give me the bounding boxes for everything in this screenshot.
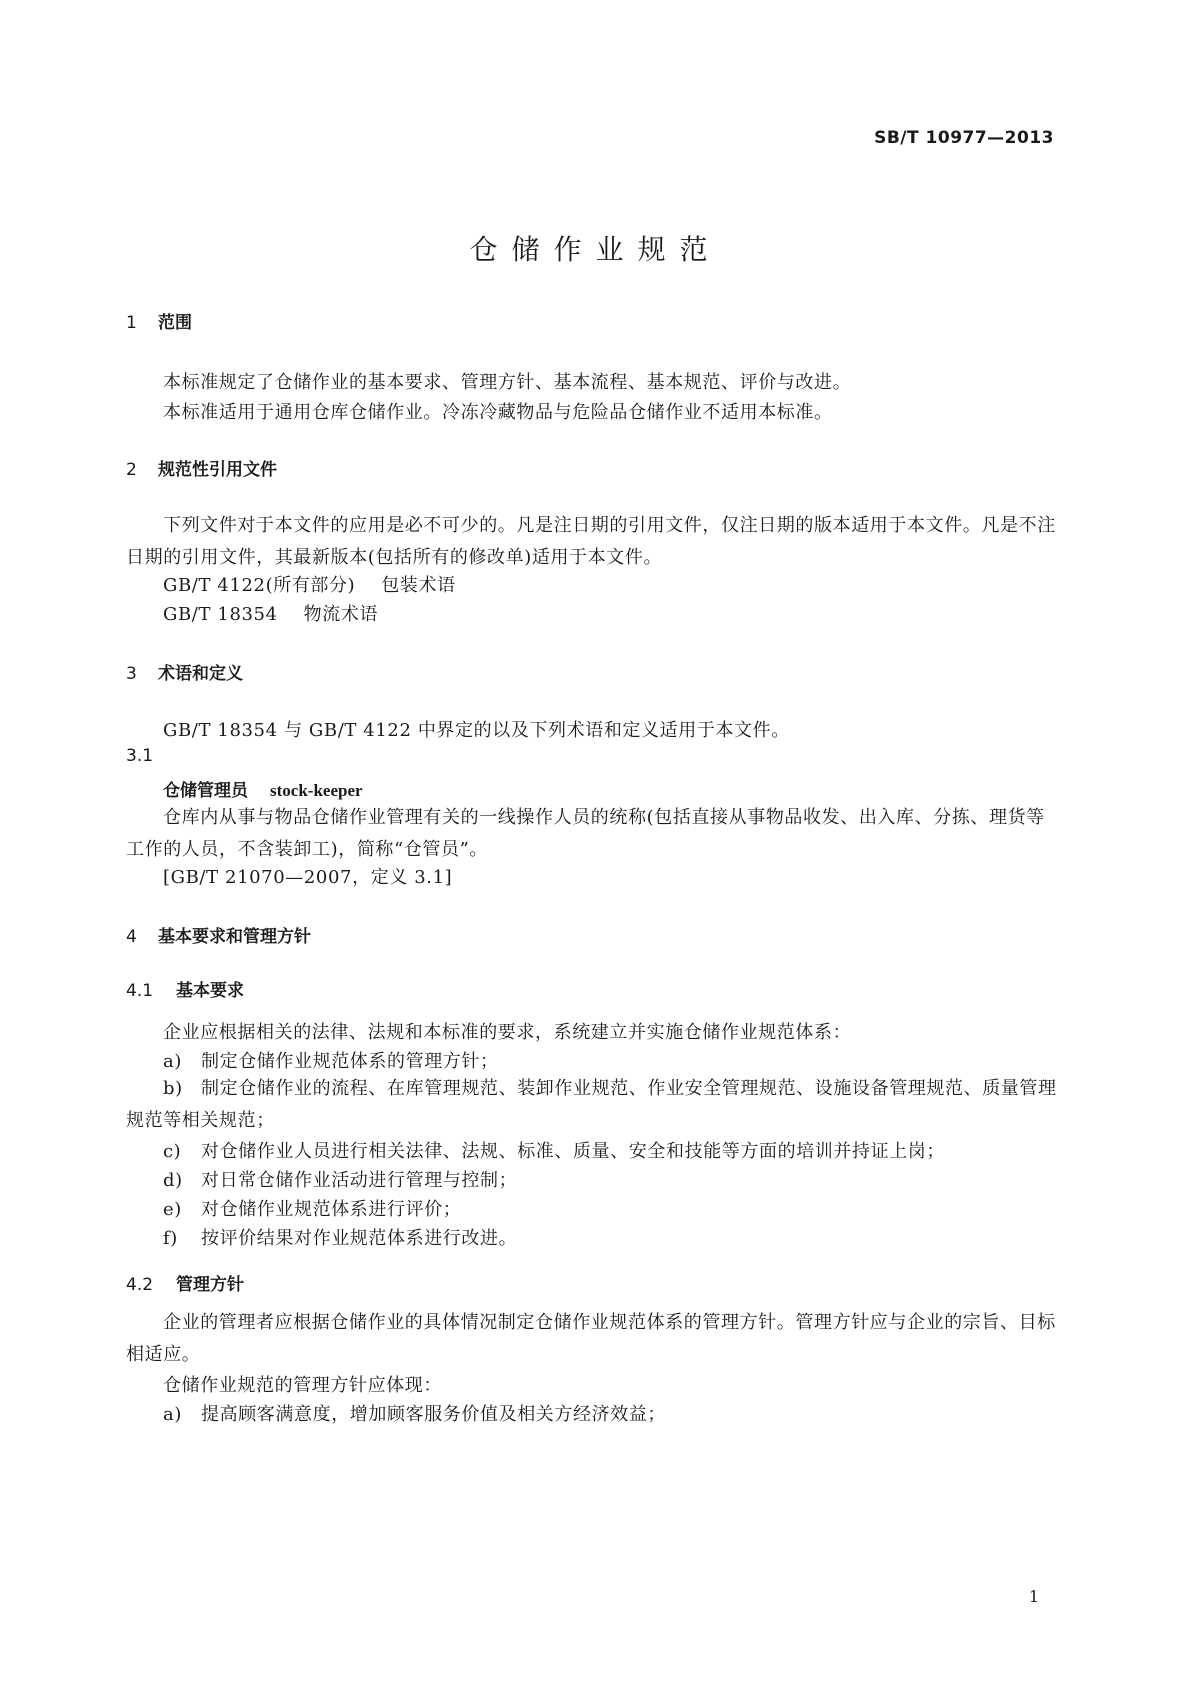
- list-label: a): [163, 1404, 182, 1425]
- section-number: 3: [126, 664, 137, 684]
- section-number: 1: [126, 313, 137, 333]
- section-title: 规范性引用文件: [158, 460, 277, 480]
- list-text: 对仓储作业人员进行相关法律、法规、标准、质量、安全和技能等方面的培训并持证上岗；: [201, 1141, 945, 1162]
- definition: 仓库内从事与物品仓储作业管理有关的一线操作人员的统称(包括直接从事物品收发、出入库、分拣、理货等工作的人员，不含装卸工)，简称“仓管员”。: [126, 807, 1045, 860]
- section-number: 2: [126, 460, 137, 480]
- section-title: 范围: [158, 313, 192, 333]
- reference-code: GB/T 4122(所有部分): [163, 575, 356, 596]
- definition-source: [GB/T 21070—2007，定义 3.1]: [163, 867, 453, 888]
- section-title: 术语和定义: [158, 664, 243, 684]
- subsection-number: 4.1: [126, 981, 154, 1001]
- document-title: 仓储作业规范: [469, 233, 722, 266]
- list-item: [126, 1073, 1061, 1137]
- subsection-title: 基本要求: [176, 981, 244, 1001]
- reference-item: [163, 600, 378, 626]
- list-item: [163, 1166, 517, 1192]
- paragraph: 企业的管理者应根据仓储作业的具体情况制定仓储作业规范体系的管理方针。管理方针应与企业的宗旨、目标相适应。: [126, 1312, 1056, 1365]
- list-label: b): [163, 1078, 183, 1099]
- reference-name: 物流术语: [303, 604, 379, 625]
- reference-name: 包装术语: [381, 575, 456, 596]
- list-text: 对仓储作业规范体系进行评价；: [201, 1199, 462, 1220]
- list-label: f): [163, 1228, 178, 1249]
- term-en: stock-keeper: [270, 781, 363, 800]
- section-heading: [126, 922, 311, 947]
- list-item: [163, 1137, 945, 1163]
- paragraph: 企业应根据相关的法律、法规和本标准的要求，系统建立并实施仓储作业规范体系：: [163, 1022, 852, 1043]
- section-heading: [126, 308, 192, 333]
- list-text: 提高顾客满意度，增加顾客服务价值及相关方经济效益；: [201, 1404, 666, 1425]
- paragraph: 本标准规定了仓储作业的基本要求、管理方针、基本流程、基本规范、评价与改进。: [163, 372, 852, 393]
- list-item: [163, 1400, 666, 1426]
- term-number: 3.1: [126, 746, 154, 766]
- paragraph: GB/T 18354 与 GB/T 4122 中界定的以及下列术语和定义适用于本文件。: [163, 720, 790, 741]
- standard-code: SB/T 10977—2013: [874, 128, 1054, 148]
- page-number: 1: [1028, 1587, 1039, 1606]
- list-text: 对日常仓储作业活动进行管理与控制；: [201, 1170, 518, 1191]
- reference-code: GB/T 18354: [163, 604, 278, 625]
- term-cn: 仓储管理员: [163, 781, 248, 801]
- subsection-number: 4.2: [126, 1275, 154, 1295]
- list-text: 制定仓储作业规范体系的管理方针；: [201, 1051, 499, 1072]
- paragraph: 下列文件对于本文件的应用是必不可少的。凡是注日期的引用文件，仅注日期的版本适用于本文件。凡是不注日期的引用文件，其最新版本(包括所有的修改单)适用于本文件。: [126, 515, 1056, 568]
- subsection-heading: [126, 1270, 244, 1295]
- subsection-heading: [126, 976, 244, 1001]
- list-item: [163, 1195, 461, 1221]
- list-label: d): [163, 1170, 183, 1191]
- list-item: [163, 1047, 499, 1073]
- subsection-title: 管理方针: [176, 1275, 244, 1295]
- list-text: 制定仓储作业的流程、在库管理规范、装卸作业规范、作业安全管理规范、设施设备管理规范、质量管理规范等相关规范；: [126, 1078, 1057, 1131]
- paragraph: 本标准适用于通用仓库仓储作业。冷冻冷藏物品与危险品仓储作业不适用本标准。: [163, 402, 833, 423]
- paragraph: 仓储作业规范的管理方针应体现：: [163, 1375, 442, 1396]
- list-label: c): [163, 1141, 182, 1162]
- section-title: 基本要求和管理方针: [158, 927, 311, 947]
- list-text: 按评价结果对作业规范体系进行改进。: [201, 1228, 518, 1249]
- list-item: [163, 1224, 517, 1250]
- section-heading: [126, 455, 277, 480]
- section-heading: [126, 659, 243, 684]
- list-label: a): [163, 1051, 182, 1072]
- list-label: e): [163, 1199, 182, 1220]
- reference-item: [163, 571, 456, 597]
- term-entry: [163, 776, 363, 801]
- section-number: 4: [126, 927, 137, 947]
